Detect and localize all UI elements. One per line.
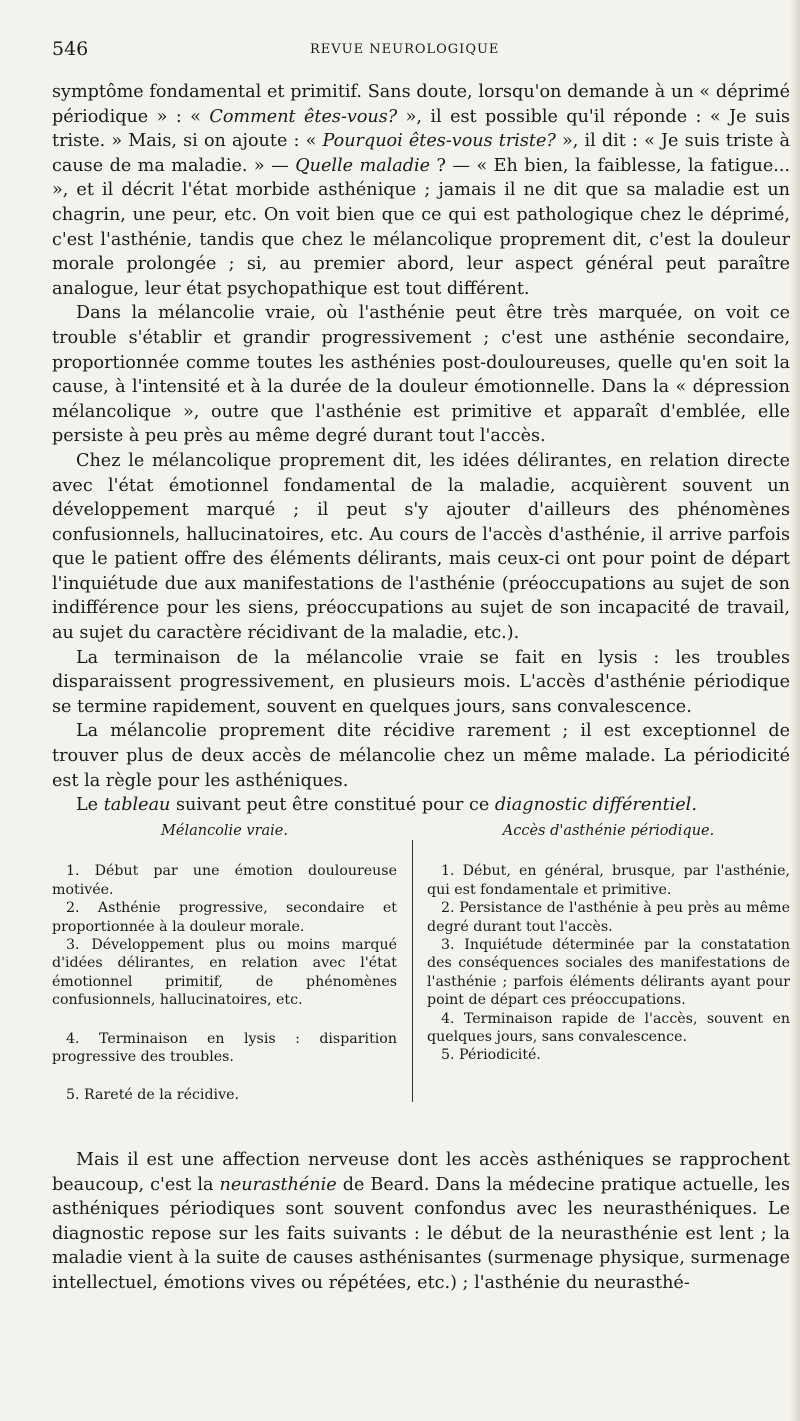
left-item-4: 4. Terminaison en lysis : disparition progressive des troubles.	[52, 1030, 397, 1066]
differential-table	[52, 822, 792, 1122]
body-text-lower	[52, 1148, 790, 1296]
paragraph-3: Chez le mélancolique proprement dit, les idées délirantes, en relation directe avec l'état émotionnel fondamental de la maladie, acquièrent souvent un développement marqué ; il peut s'y ajouter d'ailleurs des phénomènes confusionnels, hallucinatoires, etc. Au cours de l'accès d'asthénie, il arrive parfois que le patient offre des éléments délirants, mais ceux-ci ont pour point de départ l'inquiétude due aux manifestations de l'asthénie (préoccupations au sujet de son indifférence pour les siens, préoccupations au sujet de son incapacité de travail, au sujet du caractère récidivant de la maladie, etc.).	[52, 450, 790, 644]
paragraph-4: La terminaison de la mélancolie vraie se fait en lysis : les troubles disparaissent progressivement, en plusieurs mois. L'accès d'asthénie périodique se termine rapidement, souvent en quelques jours, sans convalescence.	[52, 647, 790, 717]
page-edge-shadow	[790, 0, 800, 1421]
right-item-5: 5. Périodicité.	[441, 1047, 541, 1064]
page-header	[52, 38, 792, 60]
left-item-2: 2. Asthénie progressive, secondaire et proportionnée à la douleur morale.	[52, 900, 397, 935]
body-text-upper	[52, 80, 790, 818]
left-item-5: 5. Rareté de la récidive.	[66, 1087, 239, 1104]
column-title-left: Mélancolie vraie.	[161, 823, 288, 839]
paragraph-1: symptôme fondamental et primitif. Sans doute, lorsqu'on demande à un « déprimé périodique » : « Comment êtes-vous? », il est possible qu'il réponde : « Je suis triste. » Mais, si on ajoute : « Pourquoi êtes-vous triste? », il dit : « Je suis triste à cause de ma maladie. » — Quelle maladie ? — « Eh bien, la faiblesse, la fatigue... », et il décrit l'état morbide asthénique ; jamais il ne dit que sa maladie est un chagrin, une peur, etc. On voit bien que ce qui est pathologique chez le déprimé, c'est l'asthénie, tandis que chez le mélancolique proprement dit, c'est la douleur morale prolongée ; si, au premier abord, leur aspect général peut paraître analogue, leur état psychopathique est tout différent.	[52, 82, 791, 299]
column-melancolie	[52, 822, 397, 1105]
right-item-1: 1. Début, en général, brusque, par l'asthénie, qui est fondamentale et primitive.	[427, 863, 790, 898]
left-item-3: 3. Développement plus ou moins marqué d'idées délirantes, en relation avec l'état émotionnel primitif, de phénomènes confusionnels, hallucinatoires, etc.	[52, 937, 397, 1009]
right-item-3: 3. Inquiétude déterminée par la constatation des conséquences sociales des manifestations de l'asthénie ; parfois éléments délirants ayant pour point de départ ces préoccupations.	[427, 937, 790, 1009]
running-head: REVUE NEUROLOGIQUE	[310, 42, 500, 57]
column-asthenie	[427, 822, 790, 1065]
right-item-2: 2. Persistance de l'asthénie à peu près au même degré durant tout l'accès.	[427, 900, 790, 935]
column-divider	[412, 840, 413, 1102]
paragraph-6: Le tableau suivant peut être constitué pour ce diagnostic différentiel.	[76, 795, 697, 816]
left-item-1: 1. Début par une émotion douloureuse motivée.	[52, 863, 397, 898]
page-number: 546	[52, 38, 89, 60]
paragraph-7: Mais il est une affection nerveuse dont les accès asthéniques se rapprochent beaucoup, c'est la neurasthénie de Beard. Dans la médecine pratique actuelle, les asthéniques périodiques sont souvent confondus avec les neurasthéniques. Le diagnostic repose sur les faits suivants : le début de la neurasthénie est lent ; la maladie vient à la suite de causes asthénisantes (surmenage physique, surmenage intellectuel, émotions vives ou répétées, etc.) ; l'asthénie du neurasthé-	[52, 1150, 790, 1293]
column-title-right: Accès d'asthénie périodique.	[502, 823, 715, 839]
paragraph-5: La mélancolie proprement dite récidive rarement ; il est exceptionnel de trouver plus de deux accès de mélancolie chez un même malade. La périodicité est la règle pour les asthéniques.	[52, 721, 790, 791]
paragraph-2: Dans la mélancolie vraie, où l'asthénie peut être très marquée, on voit ce trouble s'établir et grandir progressivement ; c'est une asthénie secondaire, proportionnée comme toutes les asthénies post-douloureuses, quelle qu'en soit la cause, à l'intensité et à la durée de la douleur émotionnelle. Dans la « dépression mélancolique », outre que l'asthénie est primitive et apparaît d'emblée, elle persiste à peu près au même degré durant tout l'accès.	[52, 303, 790, 447]
right-item-4: 4. Terminaison rapide de l'accès, souvent en quelques jours, sans convalescence.	[427, 1010, 790, 1046]
